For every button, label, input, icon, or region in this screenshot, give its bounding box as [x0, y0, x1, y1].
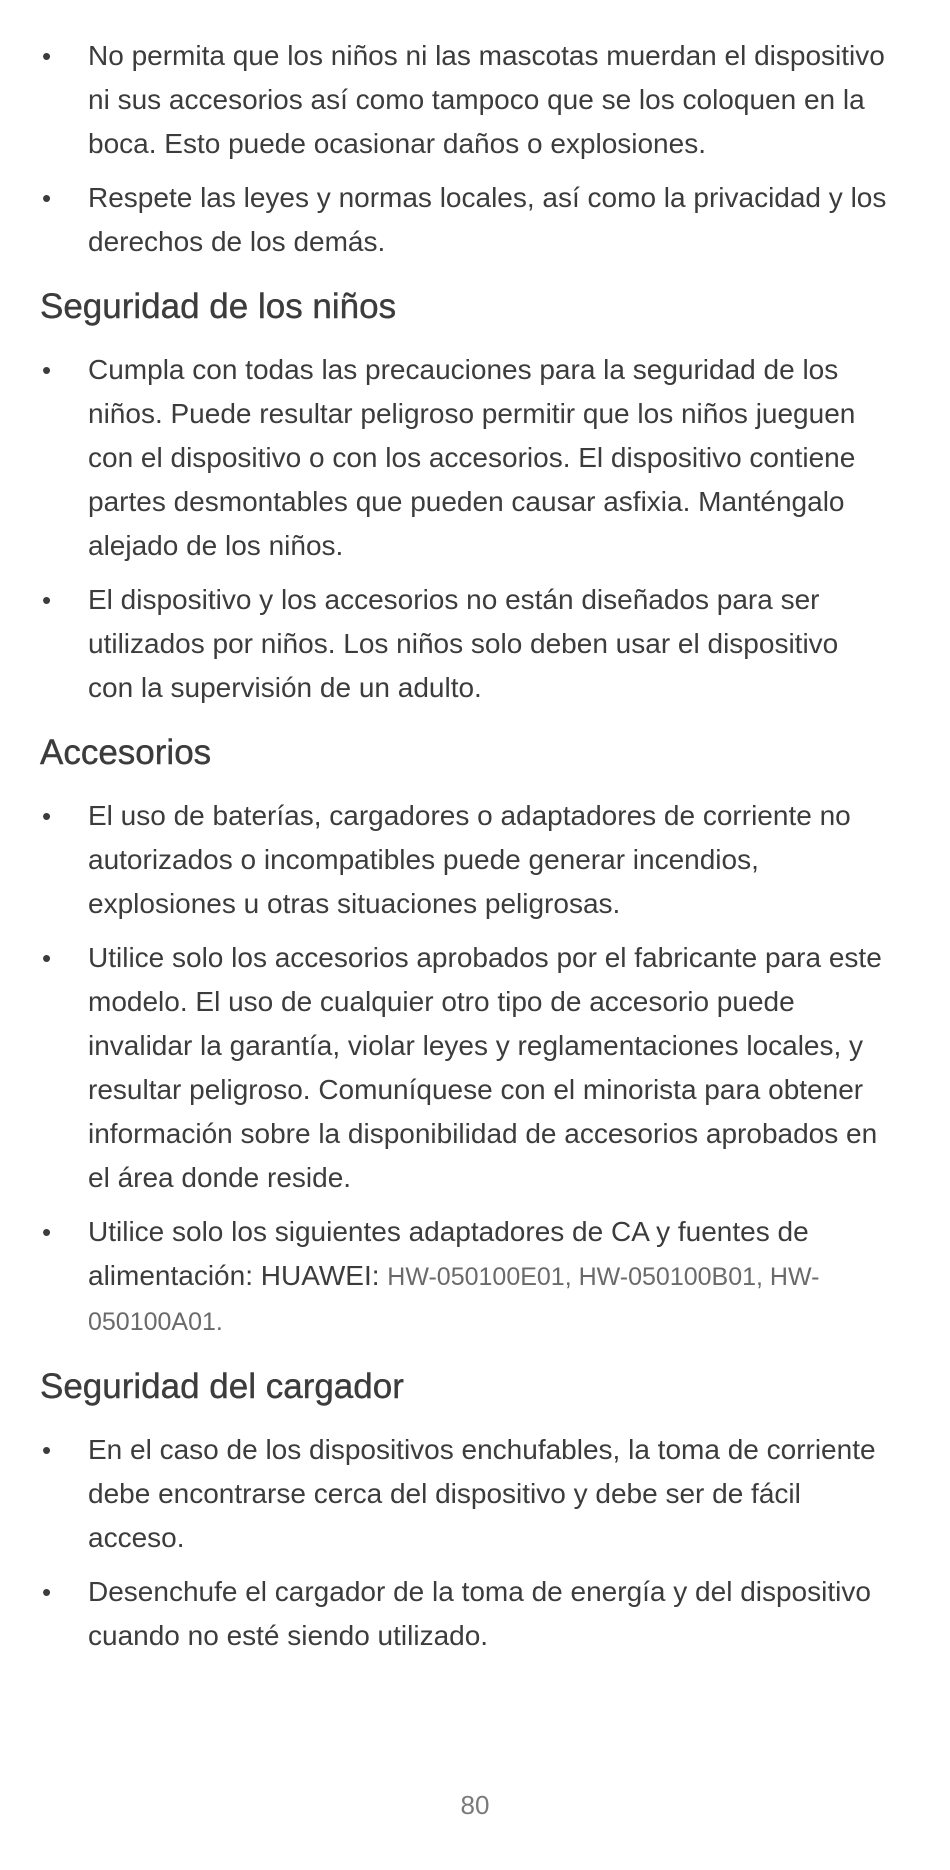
bullet: • — [42, 183, 52, 213]
list-item-text: El uso de baterías, cargadores o adaptadores de corriente no autorizados o incompatibles puede generar incendios, explosiones u otras situaciones peligrosas. — [88, 800, 851, 919]
list-item — [40, 1210, 890, 1344]
list-item-text: En el caso de los dispositivos enchufables, la toma de corriente debe encontrarse cerca del dispositivo y debe ser de fácil acceso. — [88, 1434, 876, 1553]
charger-safety-list — [40, 1428, 890, 1658]
list-item — [40, 794, 890, 926]
bullet: • — [42, 1435, 52, 1465]
bullet: • — [42, 355, 52, 385]
list-item — [40, 578, 890, 710]
adapter-model-numbers: HW-050100E01, HW-050100B01, HW-050100A01. — [88, 1263, 820, 1336]
list-item — [40, 1570, 890, 1658]
intro-list — [40, 34, 890, 264]
page-content — [40, 34, 890, 1668]
list-item — [40, 34, 890, 166]
children-safety-list — [40, 348, 890, 710]
accessories-list — [40, 794, 890, 1344]
section-title-accessories: Accesorios — [40, 733, 212, 772]
list-item-text: Desenchufe el cargador de la toma de energía y del dispositivo cuando no esté siendo utilizado. — [88, 1576, 871, 1651]
section-title-children-safety: Seguridad de los niños — [40, 287, 397, 326]
list-item-text: Utilice solo los accesorios aprobados por el fabricante para este modelo. El uso de cualquier otro tipo de accesorio puede invalidar la garantía, violar leyes y reglamentaciones locales, y resultar peligroso. Comuníquese con el minorista para obtener información sobre la disponibilidad de accesorios aprobados en el área donde reside. — [88, 942, 882, 1193]
bullet: • — [42, 943, 52, 973]
section-title-charger-safety: Seguridad del cargador — [40, 1367, 404, 1406]
list-item-text: No permita que los niños ni las mascotas muerdan el dispositivo ni sus accesorios así como tampoco que se los coloquen en la boca. Esto puede ocasionar daños o explosiones. — [88, 40, 885, 159]
bullet: • — [42, 585, 52, 615]
list-item — [40, 936, 890, 1200]
bullet: • — [42, 801, 52, 831]
list-item-text: El dispositivo y los accesorios no están diseñados para ser utilizados por niños. Los niños solo deben usar el dispositivo con la supervisión de un adulto. — [88, 584, 839, 703]
list-item — [40, 348, 890, 568]
list-item — [40, 1428, 890, 1560]
list-item-text: Cumpla con todas las precauciones para la seguridad de los niños. Puede resultar peligroso permitir que los niños jueguen con el dispositivo o con los accesorios. El dispositivo contiene partes desmontables que pueden causar asfixia. Manténgalo alejado de los niños. — [88, 354, 856, 561]
bullet: • — [42, 41, 52, 71]
bullet: • — [42, 1577, 52, 1607]
adapters-prefix-text: Utilice solo los siguientes adaptadores de CA y fuentes de alimentación: HUAWEI: — [88, 1216, 809, 1291]
bullet: • — [42, 1217, 52, 1247]
list-item — [40, 176, 890, 264]
page-number: 80 — [460, 1790, 490, 1820]
list-item-text: Respete las leyes y normas locales, así como la privacidad y los derechos de los demás. — [88, 182, 887, 257]
